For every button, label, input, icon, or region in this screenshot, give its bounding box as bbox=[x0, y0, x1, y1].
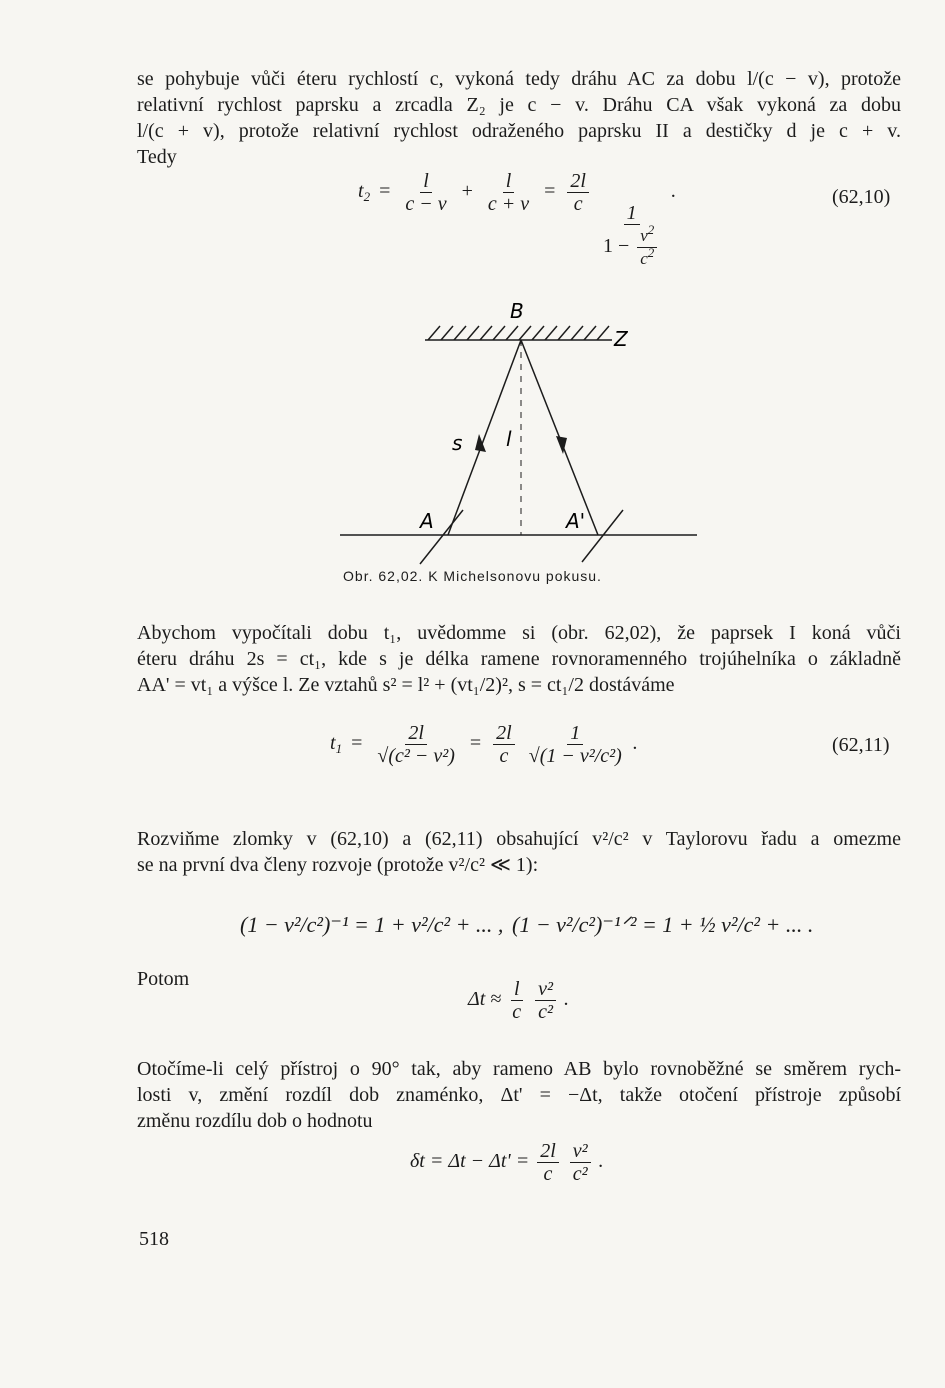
potom-text: Potom bbox=[137, 968, 190, 990]
eq2-f1-num: 2l bbox=[405, 722, 427, 745]
eq2-f2-num: 2l bbox=[493, 722, 515, 745]
eq2-dot: . bbox=[632, 732, 638, 755]
figure-label-A: A bbox=[420, 509, 434, 533]
eq2-f2-den: c bbox=[499, 745, 509, 767]
page-number: 518 bbox=[139, 1228, 169, 1250]
paragraph-2 bbox=[137, 620, 901, 698]
light-path bbox=[340, 340, 697, 564]
paragraph-3 bbox=[137, 826, 901, 878]
eq2-fraction-2 bbox=[493, 722, 515, 767]
eq4-f1-num: l bbox=[511, 978, 523, 1001]
paragraph-1-line-1: se pohybuje vůči éteru rychlostí c, vykoná tedy dráhu AC za dobu l/(c − v), protože bbox=[137, 68, 901, 90]
eq2-fraction-3 bbox=[526, 722, 625, 767]
eq5-f2-den: c² bbox=[572, 1163, 588, 1185]
eq2-f3-den: √(1 − v²/c²) bbox=[528, 745, 622, 767]
eq1-dot: . bbox=[671, 180, 677, 203]
eq4-fraction-2 bbox=[535, 978, 556, 1023]
eq1-f4-den bbox=[600, 222, 663, 270]
eq1-f3-num: 2l bbox=[567, 170, 589, 193]
paragraph-1 bbox=[137, 66, 901, 170]
eq4-f1-den: c bbox=[512, 1001, 522, 1023]
eq1-f4-num: 1 bbox=[624, 202, 640, 225]
equation-taylor-left: (1 − v²/c²)⁻¹ = 1 + v²/c² + ... , bbox=[240, 912, 504, 937]
paragraph-4-line-1: Otočíme-li celý přístroj o 90° tak, aby rameno AB bylo rovnoběžné se směrem rych- bbox=[137, 1058, 901, 1080]
eq1-f1-den: c − v bbox=[405, 193, 447, 215]
eq1-fraction-3 bbox=[567, 170, 589, 215]
paragraph-4-line-2: losti v, změní rozdíl dob znaménko, Δt' = −Δt, takže otočení přístroje způsobí bbox=[137, 1084, 901, 1106]
eq1-lhs: t bbox=[358, 180, 364, 203]
eq1-f3-den: c bbox=[573, 193, 583, 215]
eq1-fraction-2 bbox=[485, 170, 532, 215]
eq1-f4-den-den: c bbox=[640, 249, 648, 269]
eq5-f1-num: 2l bbox=[537, 1140, 559, 1163]
figure-label-s: s bbox=[452, 431, 463, 455]
equation-number-62-11: (62,11) bbox=[832, 734, 890, 756]
eq2-lhs: t bbox=[330, 732, 336, 755]
eq2-equals: = bbox=[351, 732, 363, 755]
eq5-fraction-1 bbox=[537, 1140, 559, 1185]
eq1-f4-den-a: 1 − bbox=[602, 235, 630, 258]
equation-delta-final bbox=[410, 1140, 604, 1185]
eq1-f4-den-num: v bbox=[640, 226, 648, 246]
eq5-f2-num: v² bbox=[570, 1140, 591, 1163]
eq1-plus: + bbox=[461, 180, 473, 203]
paragraph-4-line-3: změnu rozdílu dob o hodnotu bbox=[137, 1110, 373, 1132]
eq2-fraction-1 bbox=[374, 722, 458, 767]
paragraph-2-line-1: Abychom vypočítali dobu t₁, uvědomme si (obr. 62,02), že paprsek I koná vůči bbox=[137, 622, 901, 644]
eq2-f3-num: 1 bbox=[567, 722, 583, 745]
eq1-equals: = bbox=[379, 180, 391, 203]
eq1-f4-inner-fraction: $\frac{v^2}{c^2}$ bbox=[637, 225, 657, 270]
eq1-f1-num: l bbox=[420, 170, 432, 193]
eq5-f1-den: c bbox=[543, 1163, 553, 1185]
eq4-dot: . bbox=[564, 988, 570, 1011]
figure-caption: Obr. 62,02. K Michelsonovu pokusu. bbox=[343, 568, 602, 584]
mirror-hatching bbox=[425, 326, 612, 340]
paragraph-1-line-2: relativní rychlost paprsku a zrcadla Z₂ je c − v. Dráhu CA však vykoná za dobu bbox=[137, 94, 901, 116]
paragraph-1-line-3: l/(c + v), protože relativní rychlost odraženého paprsku II a destičky d je c + v. bbox=[137, 120, 901, 142]
figure-label-A-prime: A' bbox=[566, 509, 586, 533]
eq1-f2-num: l bbox=[503, 170, 515, 193]
eq4-fraction-1 bbox=[509, 978, 524, 1023]
eq1-f2-den: c + v bbox=[487, 193, 530, 215]
eq1-fraction-4 bbox=[600, 202, 663, 270]
paragraph-4 bbox=[137, 1056, 901, 1134]
figure-label-Z: Z bbox=[614, 327, 628, 351]
michelson-figure bbox=[0, 290, 945, 580]
eq5-fraction-2 bbox=[570, 1140, 591, 1185]
eq1-fraction-1 bbox=[402, 170, 449, 215]
equation-taylor-right: (1 − v²/c²)⁻¹ᐟ² = 1 + ½ v²/c² + ... . bbox=[512, 912, 814, 937]
equation-number-62-10: (62,10) bbox=[832, 186, 891, 208]
eq1-lhs-sub: 2 bbox=[363, 189, 371, 205]
equation-62-10 bbox=[358, 170, 676, 270]
equation-delta-t bbox=[468, 978, 569, 1023]
eq2-equals-2: = bbox=[469, 732, 482, 755]
paragraph-2-line-3: AA' = vt₁ a výšce l. Ze vztahů s² = l² + (vt₁/2)², s = ct₁/2 dostáváme bbox=[137, 674, 675, 696]
eq5-dot: . bbox=[598, 1150, 604, 1173]
eq4-lhs: Δt ≈ bbox=[468, 988, 502, 1011]
eq2-lhs-sub: 1 bbox=[335, 741, 343, 757]
paragraph-3-line-2: se na první dva členy rozvoje (protože v²/c² ≪ 1): bbox=[137, 854, 539, 876]
paragraph-2-line-2: éteru dráhu 2s = ct₁, kde s je délka ramene rovnoramenného trojúhelníka o základně bbox=[137, 648, 901, 670]
eq4-f2-den: c² bbox=[538, 1001, 554, 1023]
equation-62-11 bbox=[330, 722, 638, 767]
eq1-equals-2: = bbox=[544, 180, 556, 203]
figure-label-B: B bbox=[510, 299, 524, 323]
eq5-lhs: δt = Δt − Δt' = bbox=[410, 1150, 530, 1173]
paragraph-1-line-4: Tedy bbox=[137, 146, 177, 168]
figure-label-l: l bbox=[506, 427, 512, 451]
paragraph-3-line-1: Rozviňme zlomky v (62,10) a (62,11) obsahující v²/c² v Taylorovu řadu a omezme bbox=[137, 828, 901, 850]
eq2-f1-den: √(c² − v²) bbox=[377, 745, 455, 767]
eq4-f2-num: v² bbox=[535, 978, 556, 1001]
